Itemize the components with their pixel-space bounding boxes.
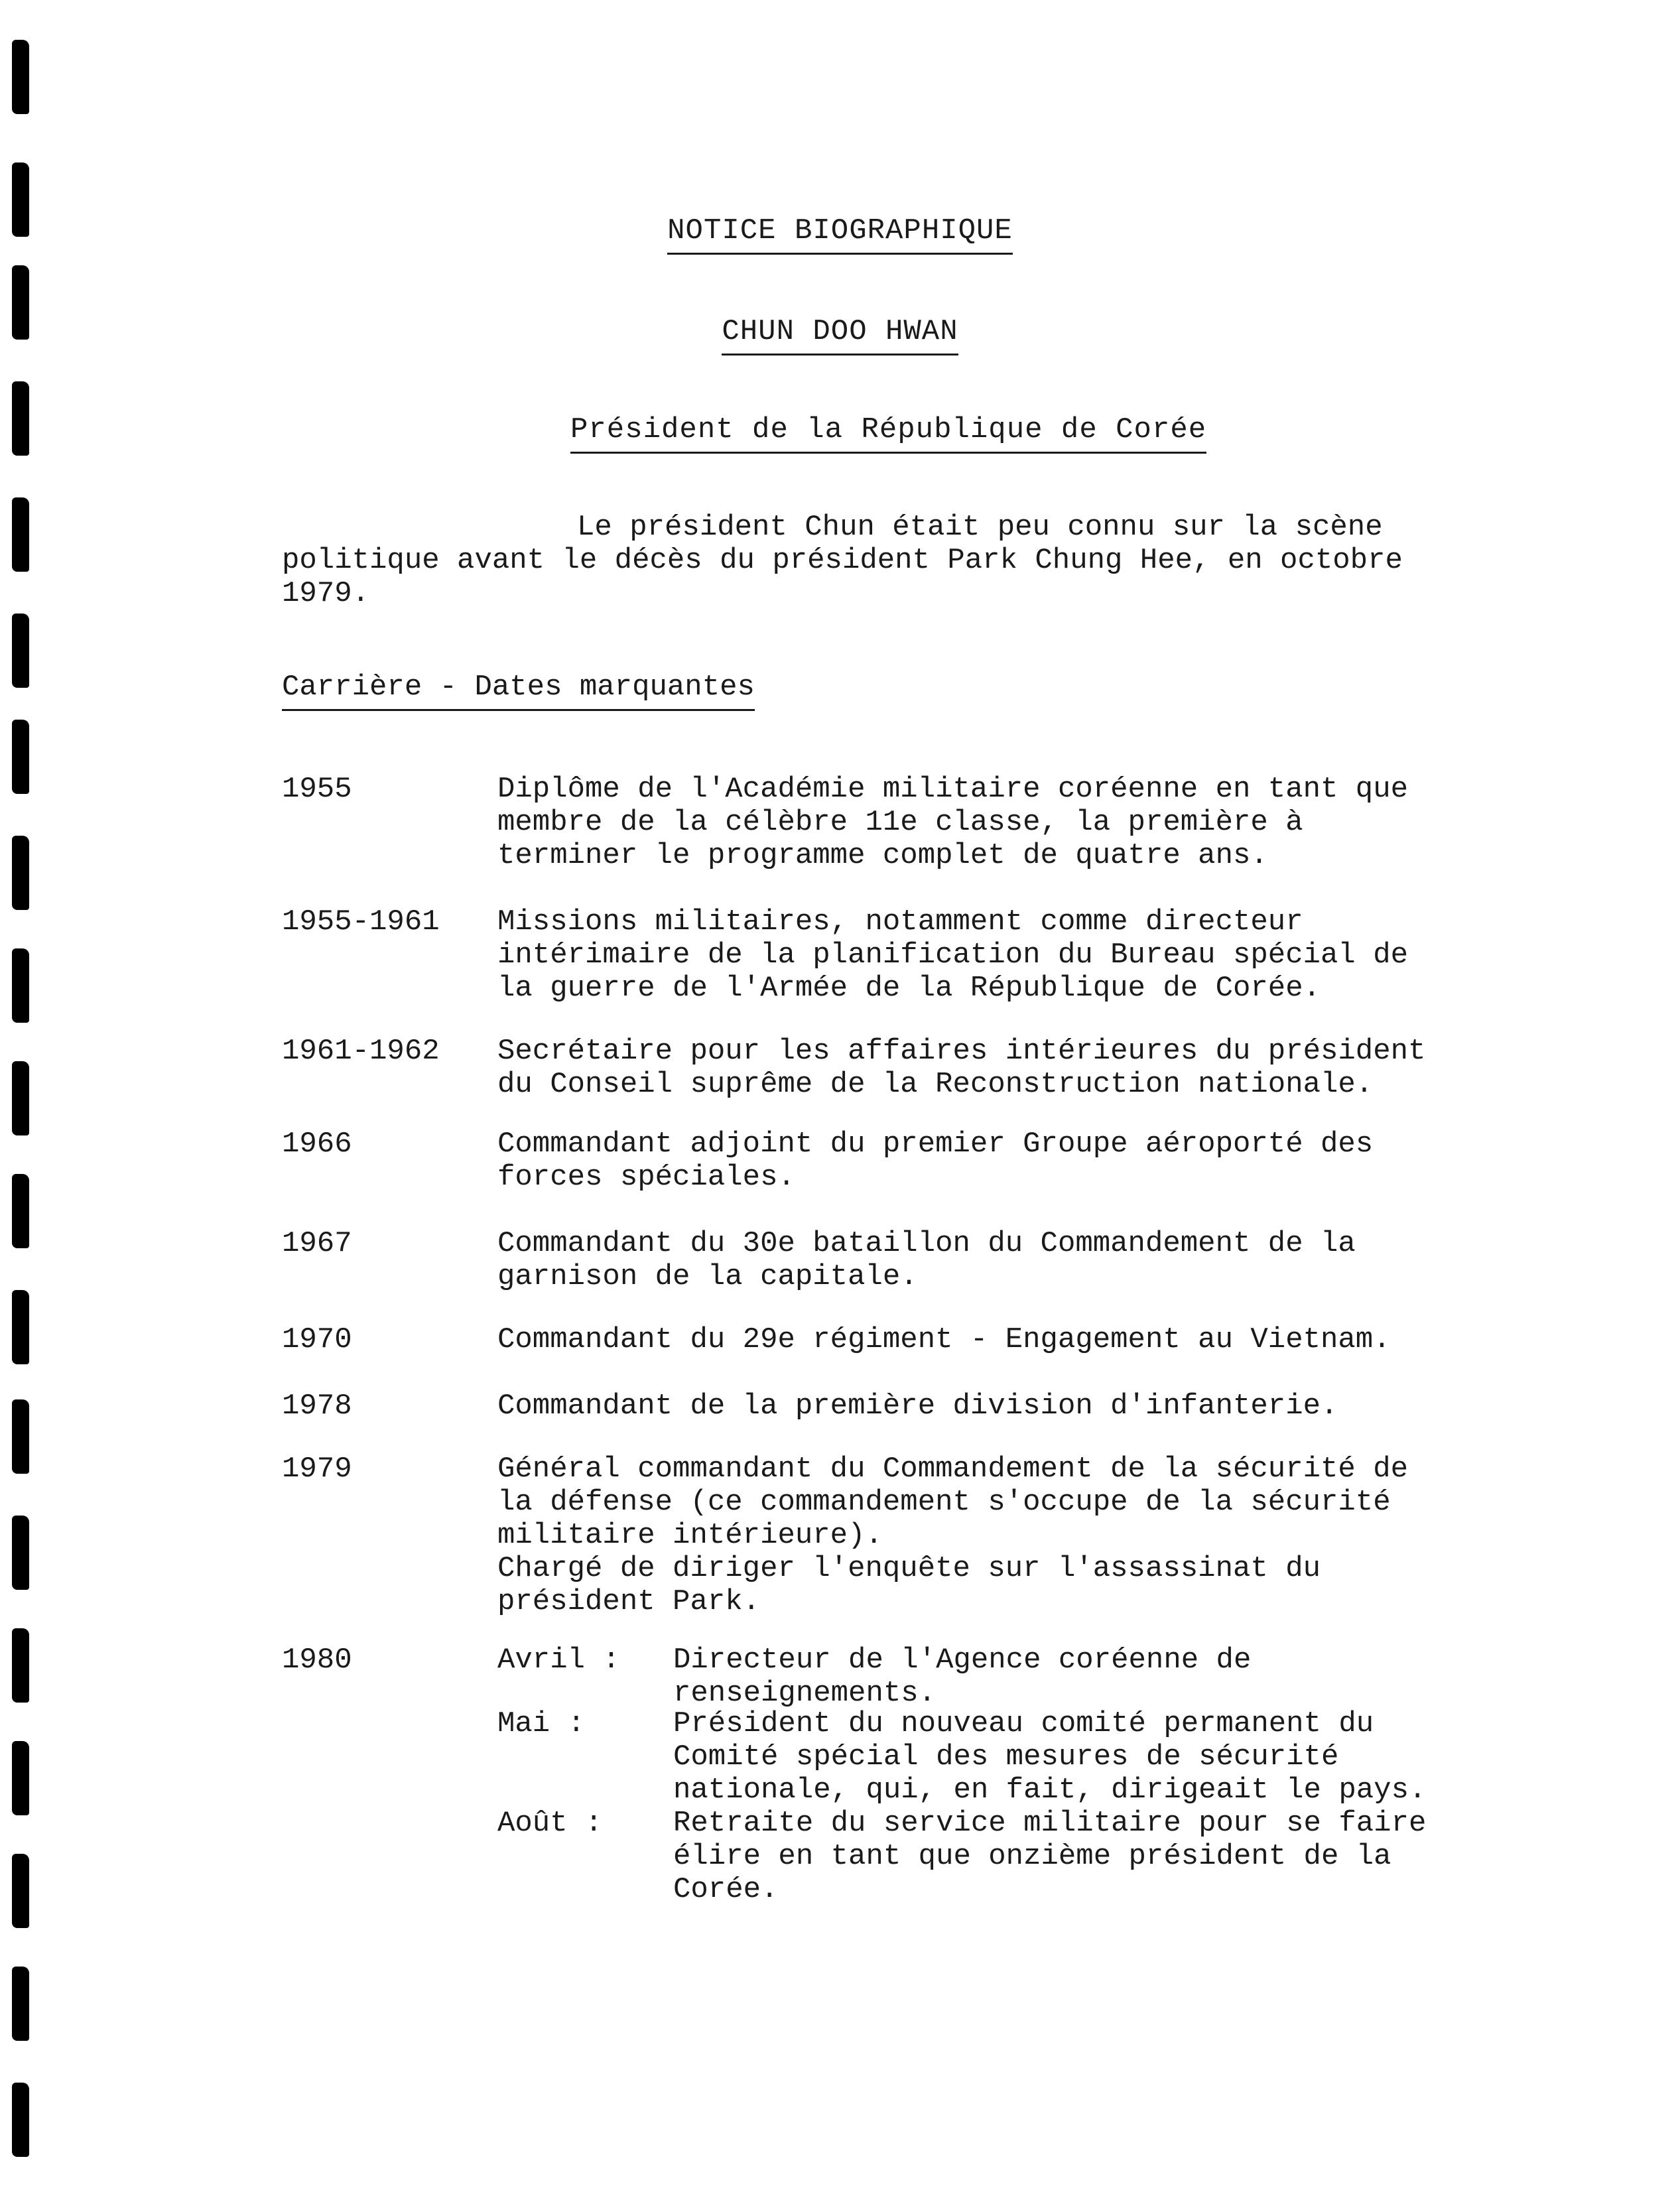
binder-mark [12,1061,29,1135]
entry-date: 1955 [282,773,352,806]
document-title: NOTICE BIOGRAPHIQUE [667,214,1013,255]
section-title: Carrière - Dates marquantes [282,670,755,711]
binder-mark [12,40,29,114]
binder-mark [12,948,29,1023]
binder-mark [12,836,29,910]
event-month: Avril : [497,1644,620,1677]
entry-date: 1966 [282,1128,352,1161]
binder-mark [12,1628,29,1703]
event-text: Directeur de l'Agence coréenne de renseignements. [673,1644,1252,1710]
entry-date: 1955-1961 [282,905,440,938]
binder-mark [12,1967,29,2041]
career-entry [282,1644,1542,1935]
binder-mark [12,1399,29,1474]
entry-text: Missions militaires, notamment comme directeur intérimaire de la planification du Bureau spécial de la guerre de l'Armée de la République de Corée. [497,905,1409,1005]
binder-mark [12,1290,29,1364]
binder-mark [12,1854,29,1928]
entry-date: 1967 [282,1227,352,1260]
name-block [0,314,1680,356]
binder-mark [12,614,29,688]
binder-mark [12,381,29,456]
binder-mark [12,1516,29,1590]
title-block [0,214,1680,255]
event-month: Mai : [497,1707,586,1740]
entry-text: Général commandant du Commandement de la sécurité de la défense (ce commandement s'occupe de la sécurité militaire intérieure). Chargé de diriger l'enquête sur l'assassinat du président Park. [497,1453,1409,1618]
intro-line: 1979. [282,577,370,610]
binder-mark [12,1174,29,1248]
entry-text: Secrétaire pour les affaires intérieures du président du Conseil suprême de la Reconstruction nationale. [497,1035,1426,1101]
entry-date: 1978 [282,1390,352,1423]
intro-line: politique avant le décès du président Park Chung Hee, en octobre [282,544,1403,577]
entry-text: Commandant de la première division d'infanterie. [497,1390,1338,1423]
entry-date: 1979 [282,1453,352,1486]
event-text: Président du nouveau comité permanent du Comité spécial des mesures de sécurité nationale, qui, en fait, dirigeait le pays. [673,1707,1427,1807]
entry-text: Commandant du 30e bataillon du Commandement de la garnison de la capitale. [497,1227,1356,1293]
binder-mark [12,720,29,794]
entry-text: Commandant adjoint du premier Groupe aéroporté des forces spéciales. [497,1128,1374,1194]
binder-mark [12,2083,29,2157]
intro-line: Le président Chun était peu connu sur la scène [577,511,1383,544]
entry-date: 1980 [282,1644,352,1677]
entry-date: 1970 [282,1323,352,1356]
role-block [570,413,1206,454]
entry-text: Diplôme de l'Académie militaire coréenne en tant que membre de la célèbre 11e classe, la première à terminer le programme complet de quatre ans. [497,773,1409,872]
entry-date: 1961-1962 [282,1035,440,1068]
entry-text: Commandant du 29e régiment - Engagement au Vietnam. [497,1323,1391,1356]
binder-mark [12,497,29,572]
person-role: Président de la République de Corée [570,413,1206,454]
event-month: Août : [497,1807,603,1840]
event-text: Retraite du service militaire pour se faire élire en tant que onzième président de la Corée. [673,1807,1427,1906]
binder-mark [12,1741,29,1815]
person-name: CHUN DOO HWAN [722,314,958,356]
